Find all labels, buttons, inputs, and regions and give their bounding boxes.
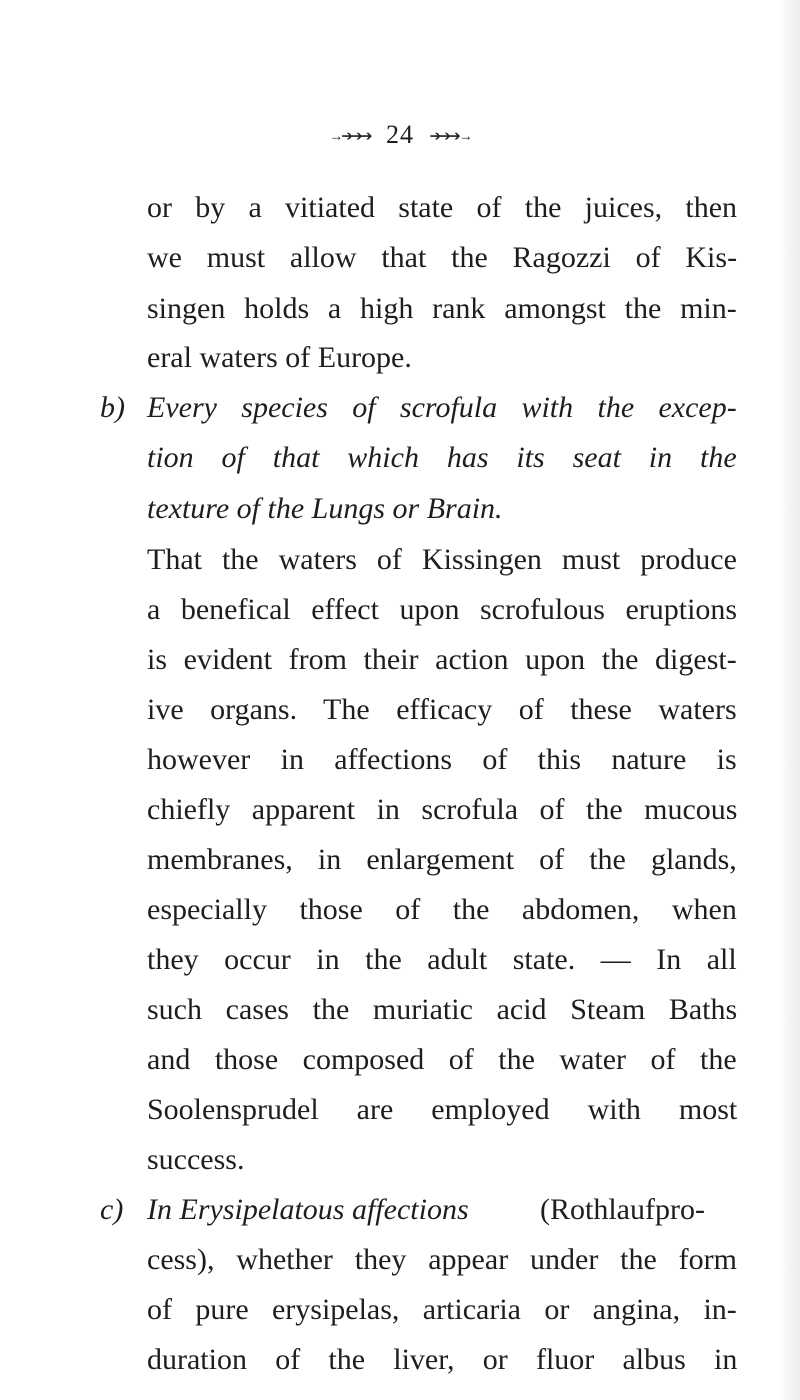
header-ornament-right: ➔➔➔→ — [429, 129, 471, 145]
text-line-2: we must allow that the Ragozzi of Kis- — [147, 241, 738, 274]
text-line-13: chiefly apparent in scrofula of the mucous — [147, 793, 738, 826]
page-number: 24 — [386, 120, 414, 149]
text-line-23: of pure erysipelas, articaria or angina, in- — [147, 1293, 737, 1326]
text-line-21b: (Rothlaufpro- — [540, 1193, 705, 1226]
text-line-14: membranes, in enlargement of the glands, — [147, 843, 737, 876]
text-line-4: eral waters of Europe. — [147, 341, 412, 374]
text-line-3: singen holds a high rank amongst the min- — [147, 292, 737, 325]
text-line-16: they occur in the adult state. — In all — [147, 943, 737, 976]
text-line-24: duration of the liver, or fluor albus in — [147, 1343, 738, 1376]
text-line-20: success. — [147, 1143, 245, 1176]
text-line-8: That the waters of Kissingen must produce — [147, 543, 737, 576]
text-line-10: is evident from their action upon the digest- — [147, 643, 737, 676]
heading-b-line-2: tion of that which has its seat in the — [147, 441, 737, 474]
header-ornament-left: →➔➔➔ — [329, 129, 371, 145]
text-line-9: a benefical effect upon scrofulous eruptions — [147, 593, 738, 626]
text-line-11: ive organs. The efficacy of these waters — [147, 693, 737, 726]
text-line-18: and those composed of the water of the — [147, 1043, 737, 1076]
list-marker-c: c) — [100, 1193, 124, 1226]
text-line-15: especially those of the abdomen, when — [147, 893, 737, 926]
heading-b-line-1: Every species of scrofula with the excep- — [147, 391, 737, 424]
heading-b-line-3: texture of the Lungs or Brain. — [147, 492, 503, 525]
list-marker-b: b) — [100, 391, 125, 424]
text-line-19: Soolensprudel are employed with most — [147, 1093, 738, 1126]
text-line-1: or by a vitiated state of the juices, then — [147, 191, 738, 224]
text-line-22: cess), whether they appear under the form — [147, 1243, 737, 1276]
heading-c: In Erysipelatous affections — [147, 1193, 469, 1226]
page-header — [0, 120, 800, 150]
page-edge-shadow — [778, 0, 800, 1400]
text-line-17: such cases the muriatic acid Steam Baths — [147, 993, 738, 1026]
text-line-12: however in affections of this nature is — [147, 743, 737, 776]
